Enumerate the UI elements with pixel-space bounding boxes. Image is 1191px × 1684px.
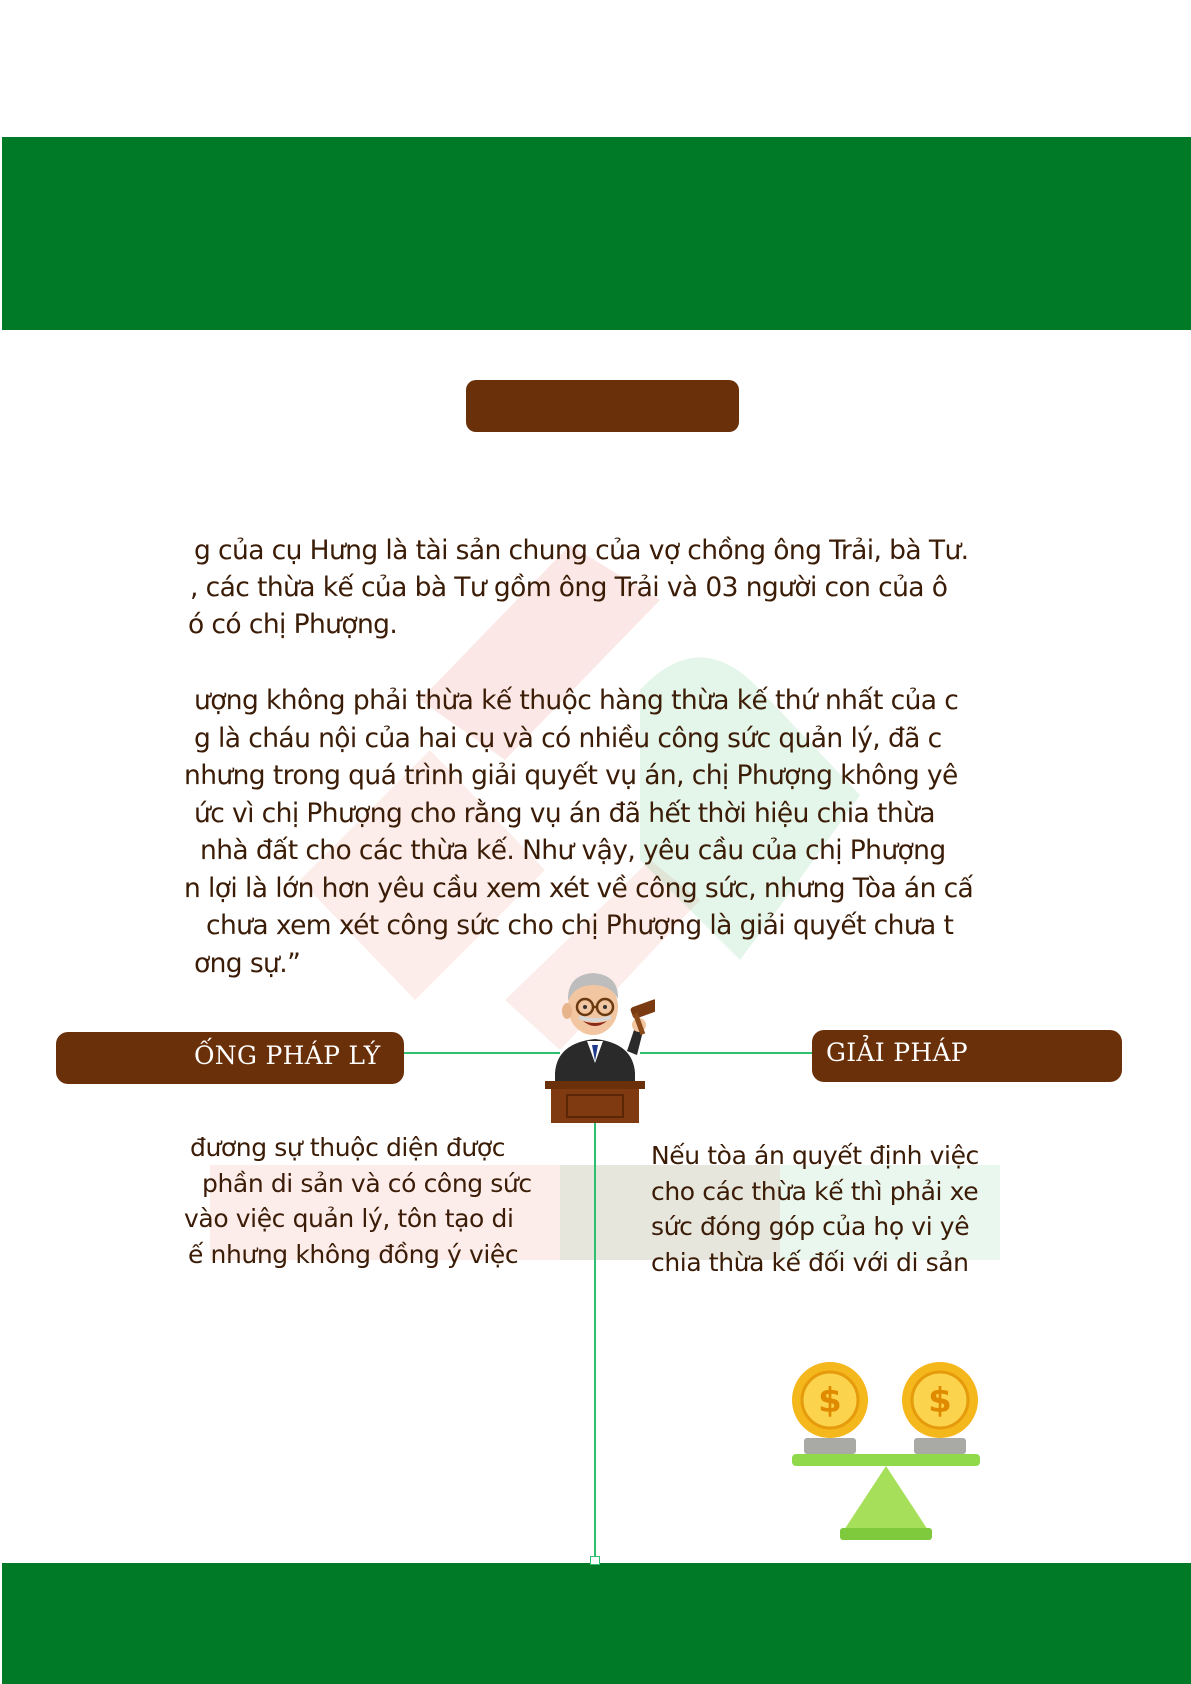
intro-line: g của cụ Hưng là tài sản chung của vợ chồng ông Trải, bà Tư. (194, 535, 969, 566)
main-line: ượng không phải thừa kế thuộc hàng thừa kế thứ nhất của c (194, 685, 959, 716)
main-line: n lợi là lớn hơn yêu cầu xem xét về công sức, nhưng Tòa án cấ (184, 872, 974, 904)
main-line: g là cháu nội của hai cụ và có nhiều công sức quản lý, đã c (194, 722, 942, 754)
main-line: chưa xem xét công sức cho chị Phượng là giải quyết chưa t (206, 910, 954, 941)
connector-end-marker (590, 1556, 600, 1565)
right-section-heading: GIẢI PHÁP (826, 1038, 968, 1067)
coin-dollar-icon: $ (818, 1381, 842, 1421)
right-connector-line (640, 1052, 815, 1054)
left-line: đương sự thuộc diện được (190, 1133, 506, 1162)
main-paragraph (184, 682, 996, 982)
left-line: phần di sản và có công sức (202, 1168, 532, 1198)
left-line: vào việc quản lý, tôn tạo di (184, 1204, 514, 1233)
right-line: Nếu tòa án quyết định việc (651, 1141, 979, 1170)
main-line: nhưng trong quá trình giải quyết vụ án, chị Phượng không yê (184, 760, 958, 791)
right-section-text (651, 1138, 985, 1288)
left-section-text (184, 1130, 540, 1280)
left-line: ế nhưng không đồng ý việc (188, 1239, 519, 1269)
left-section-heading: ỐNG PHÁP LÝ (194, 1041, 381, 1070)
right-line: cho các thừa kế thì phải xe (651, 1176, 979, 1206)
main-line: ức vì chị Phượng cho rằng vụ án đã hết thời hiệu chia thừa (194, 797, 935, 829)
balance-scale-illustration (790, 1360, 990, 1545)
title-pill (466, 380, 739, 432)
right-line: sức đóng góp của họ vi yê (651, 1212, 970, 1241)
main-line: ơng sự.” (194, 947, 301, 979)
intro-line: , các thừa kế của bà Tư gồm ông Trải và 03 người con của ô (190, 572, 948, 603)
header-band (2, 137, 1191, 330)
intro-paragraph (186, 532, 996, 644)
main-line: nhà đất cho các thừa kế. Như vậy, yêu cầu của chị Phượng (200, 835, 946, 866)
right-line: chia thừa kế đối với di sản (651, 1247, 969, 1277)
center-vertical-line (594, 1120, 596, 1560)
judge-illustration (535, 955, 655, 1125)
coin-dollar-icon: $ (928, 1381, 952, 1421)
footer-band (2, 1563, 1191, 1684)
intro-line: ó có chị Phượng. (188, 609, 398, 640)
